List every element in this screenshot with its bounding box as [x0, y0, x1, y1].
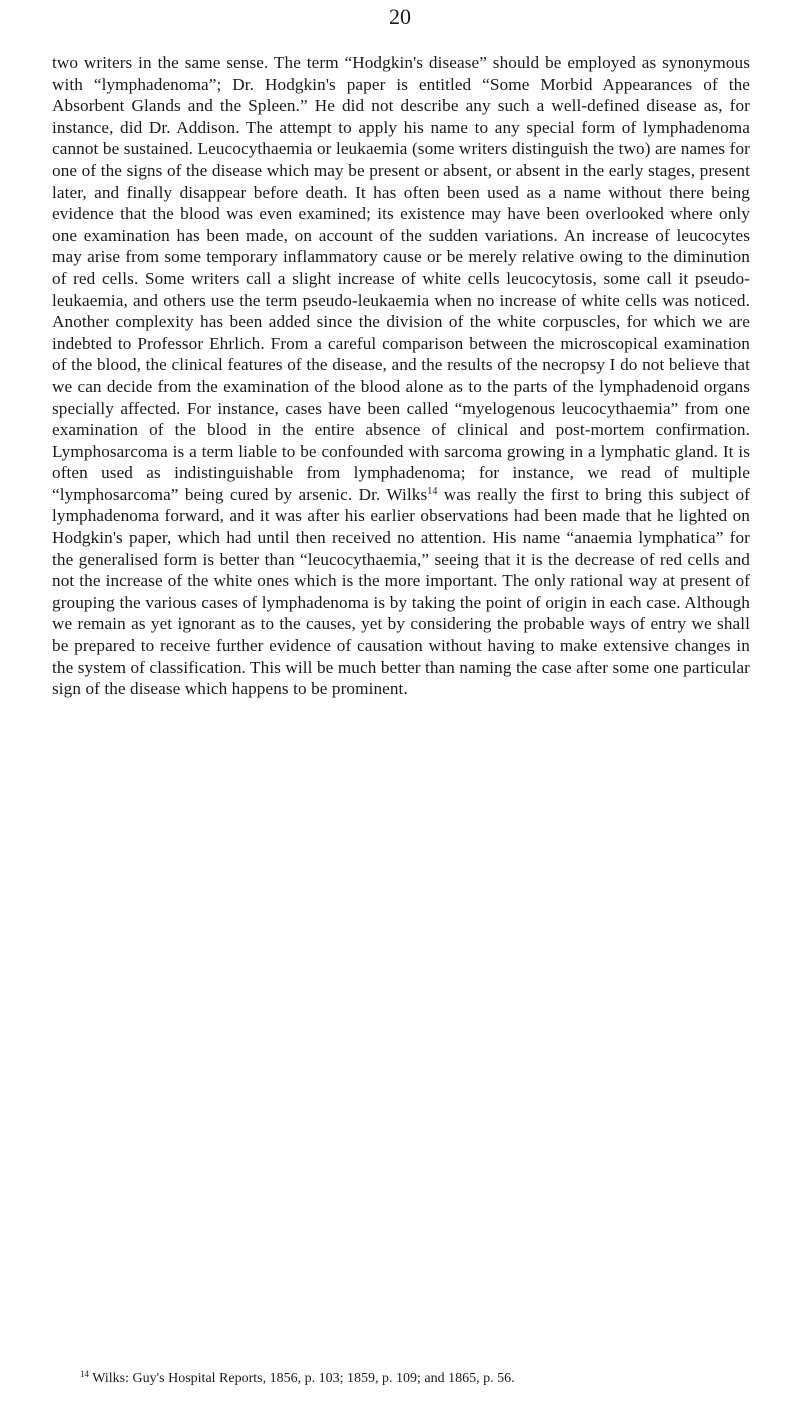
- footnote-text: Wilks: Guy's Hospital Reports, 1856, p. 103; 1859, p. 109; and 1865, p. 56.: [92, 1371, 515, 1386]
- body-text: [52, 52, 750, 700]
- footnote-number: 14: [80, 1369, 89, 1379]
- footnote: [52, 1370, 750, 1387]
- main-paragraph: [52, 52, 750, 700]
- paragraph-text-part-2: was really the first to bring this subject of lymphadenoma forward, and it was after his earlier observations had been made that he lighted on Hodgkin's paper, which had until then received no attention. His name “anaemia lymphatica” for the generalised form is better than “leucocythaemia,” seeing that it is the decrease of red cells and not the increase of the white ones which is the more important. The only rational way at present of grouping the various cases of lymphadenoma is by taking the point of origin in each case. Although we remain as yet ignorant as to the causes, yet by considering the probable ways of entry we shall be prepared to receive further evidence of causation without having to make extensive changes in the system of classification. This will be much better than naming the case after some one particular sign of the disease which happens to be prominent.: [52, 484, 751, 699]
- paragraph-text-part-1: two writers in the same sense. The term “Hodgkin's disease” should be employed as synonymous with “lymphadenoma”; Dr. Hodgkin's paper is entitled “Some Morbid Appearances of the Absorbent Glands and the Spleen.” He did not describe any such a well-defined disease as, for instance, did Dr. Addison. The attempt to apply his name to any special form of lymphadenoma cannot be sustained. Leucocythaemia or leukaemia (some writers distinguish the two) are names for one of the signs of the disease which may be present or absent, or absent in the early stages, present later, and finally disappear before death. It has often been used as a name without there being evidence that the blood was even examined; its existence may have been overlooked where only one examination has been made, on account of the sudden variations. An increase of leucocytes may arise from some temporary inflammatory cause or be merely relative owing to the diminution of red cells. Some writers call a slight increase of white cells leucocytosis, some call it pseudo-leukaemia, and others use the term pseudo-leukaemia when no increase of white cells was noticed. Another complexity has been added since the division of the white corpuscles, for which we are indebted to Professor Ehrlich. From a careful comparison between the microscopical examination of the blood, the clinical features of the disease, and the results of the necropsy I do not believe that we can decide from the examination of the blood alone as to the parts of the lymphadenoid organs specially affected. For instance, cases have been called “myelogenous leucocythaemia” from one examination of the blood in the entire absence of clinical and post-mortem confirmation. Lymphosarcoma is a term liable to be confounded with sarcoma growing in a lymphatic gland. It is often used as indistinguishable from lymphadenoma; for instance, we read of multiple “lymphosarcoma” being cured by arsenic. Dr. Wilks: [52, 53, 750, 504]
- page-number: 20: [389, 4, 411, 29]
- footnote-reference: 14: [427, 485, 438, 497]
